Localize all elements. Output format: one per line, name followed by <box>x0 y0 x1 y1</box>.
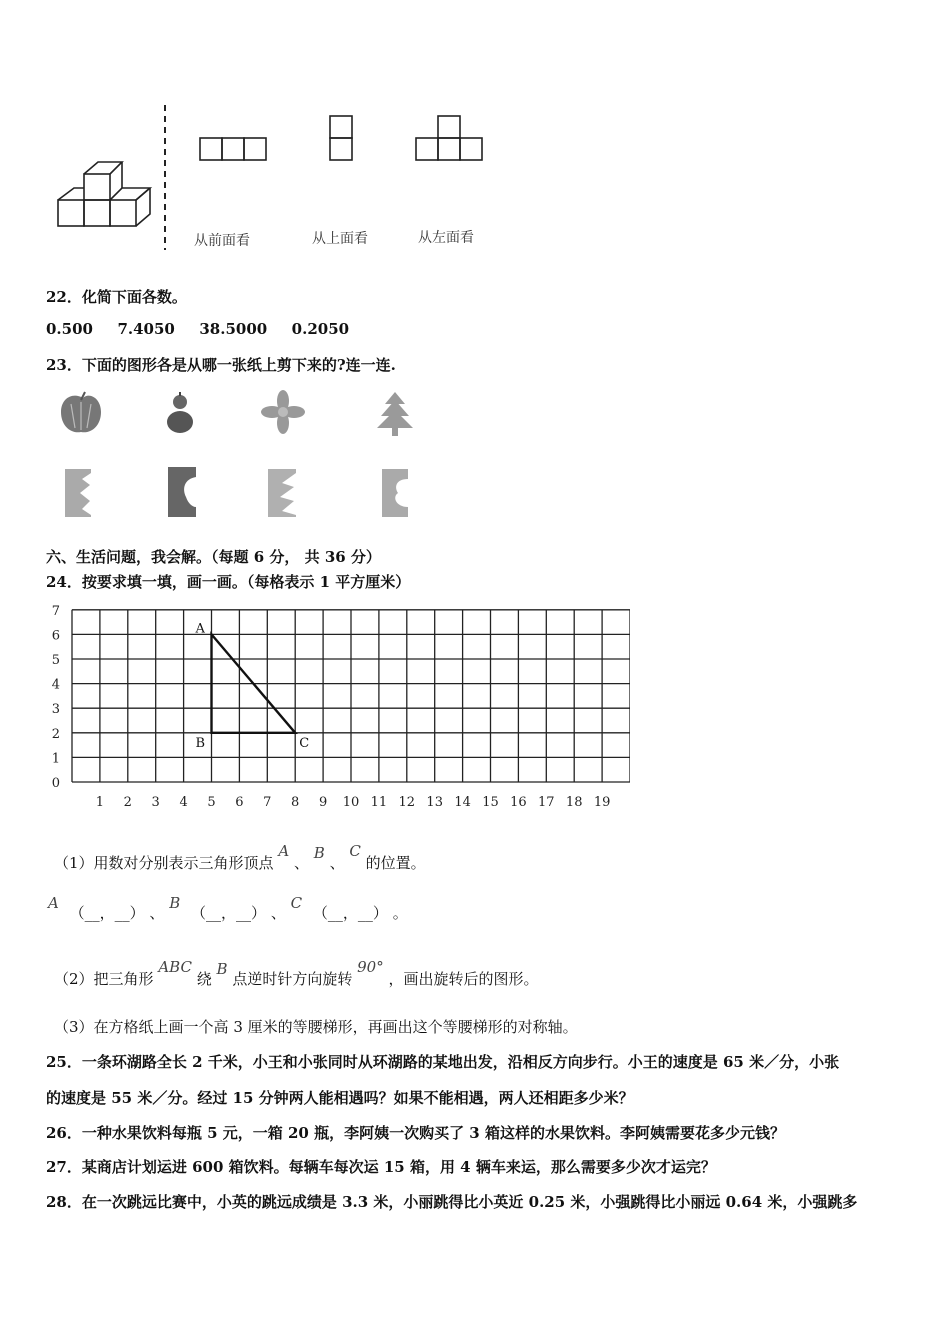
q24-sub2 <box>54 958 539 989</box>
x-tick-label: 3 <box>151 795 160 810</box>
x-tick-label: 16 <box>510 795 527 810</box>
q26-text: 26．一种水果饮料每瓶 5 元，一箱 20 瓶，李阿姨一次购买了 3 箱这样的水果饮料。李阿姨需要花多少元钱？ <box>46 1124 785 1142</box>
letter-c: C <box>349 842 361 860</box>
x-tick-label: 9 <box>318 795 328 810</box>
q22-number: 7.4050 <box>117 320 175 338</box>
letter-a: A <box>278 842 290 860</box>
q22-number: 0.500 <box>46 320 93 338</box>
vertex-label: A <box>195 621 205 637</box>
grid-chart <box>40 600 630 820</box>
y-tick-label: 2 <box>51 726 60 742</box>
y-tick-label: 0 <box>51 776 60 791</box>
vertex-label: B <box>195 735 206 751</box>
paper-cut-1-icon[interactable] <box>65 469 91 517</box>
paper-cut-2-icon[interactable] <box>168 467 196 517</box>
y-tick-label: 4 <box>51 677 60 693</box>
q23-shapes-row <box>55 390 435 440</box>
comma: 、 <box>270 904 286 922</box>
left-view-label: 从左面看 <box>418 230 474 246</box>
x-tick-label: 14 <box>454 795 471 810</box>
q24-answer-line <box>48 894 408 923</box>
top-view-label: 从上面看 <box>312 231 368 247</box>
section6-title: 六、生活问题，我会解。（每题 6 分， 共 36 分） <box>46 548 381 566</box>
q24-sub1 <box>54 842 426 873</box>
q24-grid <box>40 600 630 820</box>
q25-line2: 的速度是 55 米／分。经过 15 分钟两人能相遇吗？如果不能相遇，两人还相距多少米？ <box>46 1089 634 1107</box>
comma: 、 <box>149 904 165 922</box>
paper-cut-4-icon[interactable] <box>382 469 408 517</box>
paper-cut-3-icon[interactable] <box>268 469 296 517</box>
x-tick-label: 15 <box>482 795 499 810</box>
x-tick-label: 8 <box>291 795 300 810</box>
q25-line1: 25．一条环湖路全长 2 千米，小王和小张同时从环湖路的某地出发，沿相反方向步行。小王的速度是 65 米／分，小张 <box>46 1053 840 1071</box>
letter-b: B <box>216 960 228 978</box>
x-tick-label: 17 <box>538 795 555 810</box>
q22-number: 38.5000 <box>199 320 268 338</box>
q24-sub3: （3）在方格纸上画一个高 3 厘米的等腰梯形，再画出这个等腰梯形的对称轴。 <box>54 1018 578 1036</box>
triangle-abc: ABC <box>158 958 192 976</box>
letter-b: B <box>313 844 325 862</box>
left-view-icon <box>416 116 482 160</box>
y-tick-label: 6 <box>51 628 60 644</box>
tree-icon[interactable] <box>377 392 413 436</box>
q24-sub2-suffix: ，画出旋转后的图形。 <box>388 970 539 988</box>
x-tick-label: 5 <box>207 795 216 810</box>
x-tick-label: 1 <box>95 795 105 810</box>
answer-blank-a[interactable]: （__，__） <box>69 904 145 922</box>
apple-icon[interactable] <box>61 392 101 432</box>
x-tick-label: 4 <box>179 795 188 810</box>
q24-sub1-prefix: （1）用数对分别表示三角形顶点 <box>54 854 274 872</box>
letter-a: A <box>48 894 59 912</box>
x-tick-label: 2 <box>123 795 132 810</box>
answer-blank-b[interactable]: （__，__） <box>191 904 267 922</box>
q24-sub2-prefix: （2）把三角形 <box>54 970 154 988</box>
q27-text: 27．某商店计划运进 600 箱饮料。每辆车每次运 15 箱，用 4 辆车来运，那么需要多少次才运完？ <box>46 1158 716 1176</box>
top-view-icon <box>330 116 352 160</box>
flower-icon[interactable] <box>261 390 305 434</box>
x-tick-label: 6 <box>235 795 244 810</box>
q23-title: 23．下面的图形各是从哪一张纸上剪下来的?连一连. <box>46 356 396 374</box>
cube-stack-icon <box>58 162 150 226</box>
x-tick-label: 12 <box>398 795 416 810</box>
letter-c: C <box>290 894 303 912</box>
y-tick-label: 1 <box>51 751 60 767</box>
x-tick-label: 13 <box>426 795 443 810</box>
q24-title: 24．按要求填一填，画一画。（每格表示 1 平方厘米） <box>46 573 411 591</box>
letter-b: B <box>169 894 181 912</box>
rotation-angle: 90° <box>357 958 384 976</box>
y-tick-label: 5 <box>51 653 60 668</box>
x-tick-label: 7 <box>263 795 272 810</box>
q23-papers-row <box>60 465 420 521</box>
q22-title: 22．化简下面各数。 <box>46 288 187 306</box>
q24-sub2-rao: 绕 <box>196 970 212 988</box>
front-view-label: 从前面看 <box>194 233 250 249</box>
vertex-label: C <box>299 735 310 751</box>
x-tick-label: 11 <box>370 795 388 810</box>
separator: 、 <box>329 854 345 872</box>
x-tick-label: 18 <box>565 795 583 810</box>
q24-sub2-mid: 点逆时针方向旋转 <box>232 970 353 988</box>
q28-text: 28．在一次跳远比赛中，小英的跳远成绩是 3.3 米，小丽跳得比小英近 0.25 米，小强跳得比小丽远 0.64 米，小强跳多 <box>46 1193 858 1211</box>
q24-sub1-suffix: 的位置。 <box>365 854 426 872</box>
q22-number: 0.2050 <box>291 320 350 338</box>
period: 。 <box>392 904 408 922</box>
answer-blank-c[interactable]: （__，__） <box>312 904 388 922</box>
separator: 、 <box>293 854 309 872</box>
front-view-icon <box>200 138 266 160</box>
gourd-icon[interactable] <box>167 392 193 433</box>
y-tick-label: 3 <box>51 702 60 718</box>
y-tick-label: 7 <box>51 603 60 619</box>
q22-numbers <box>46 320 349 338</box>
x-tick-label: 10 <box>342 795 360 810</box>
x-tick-label: 19 <box>593 795 611 810</box>
